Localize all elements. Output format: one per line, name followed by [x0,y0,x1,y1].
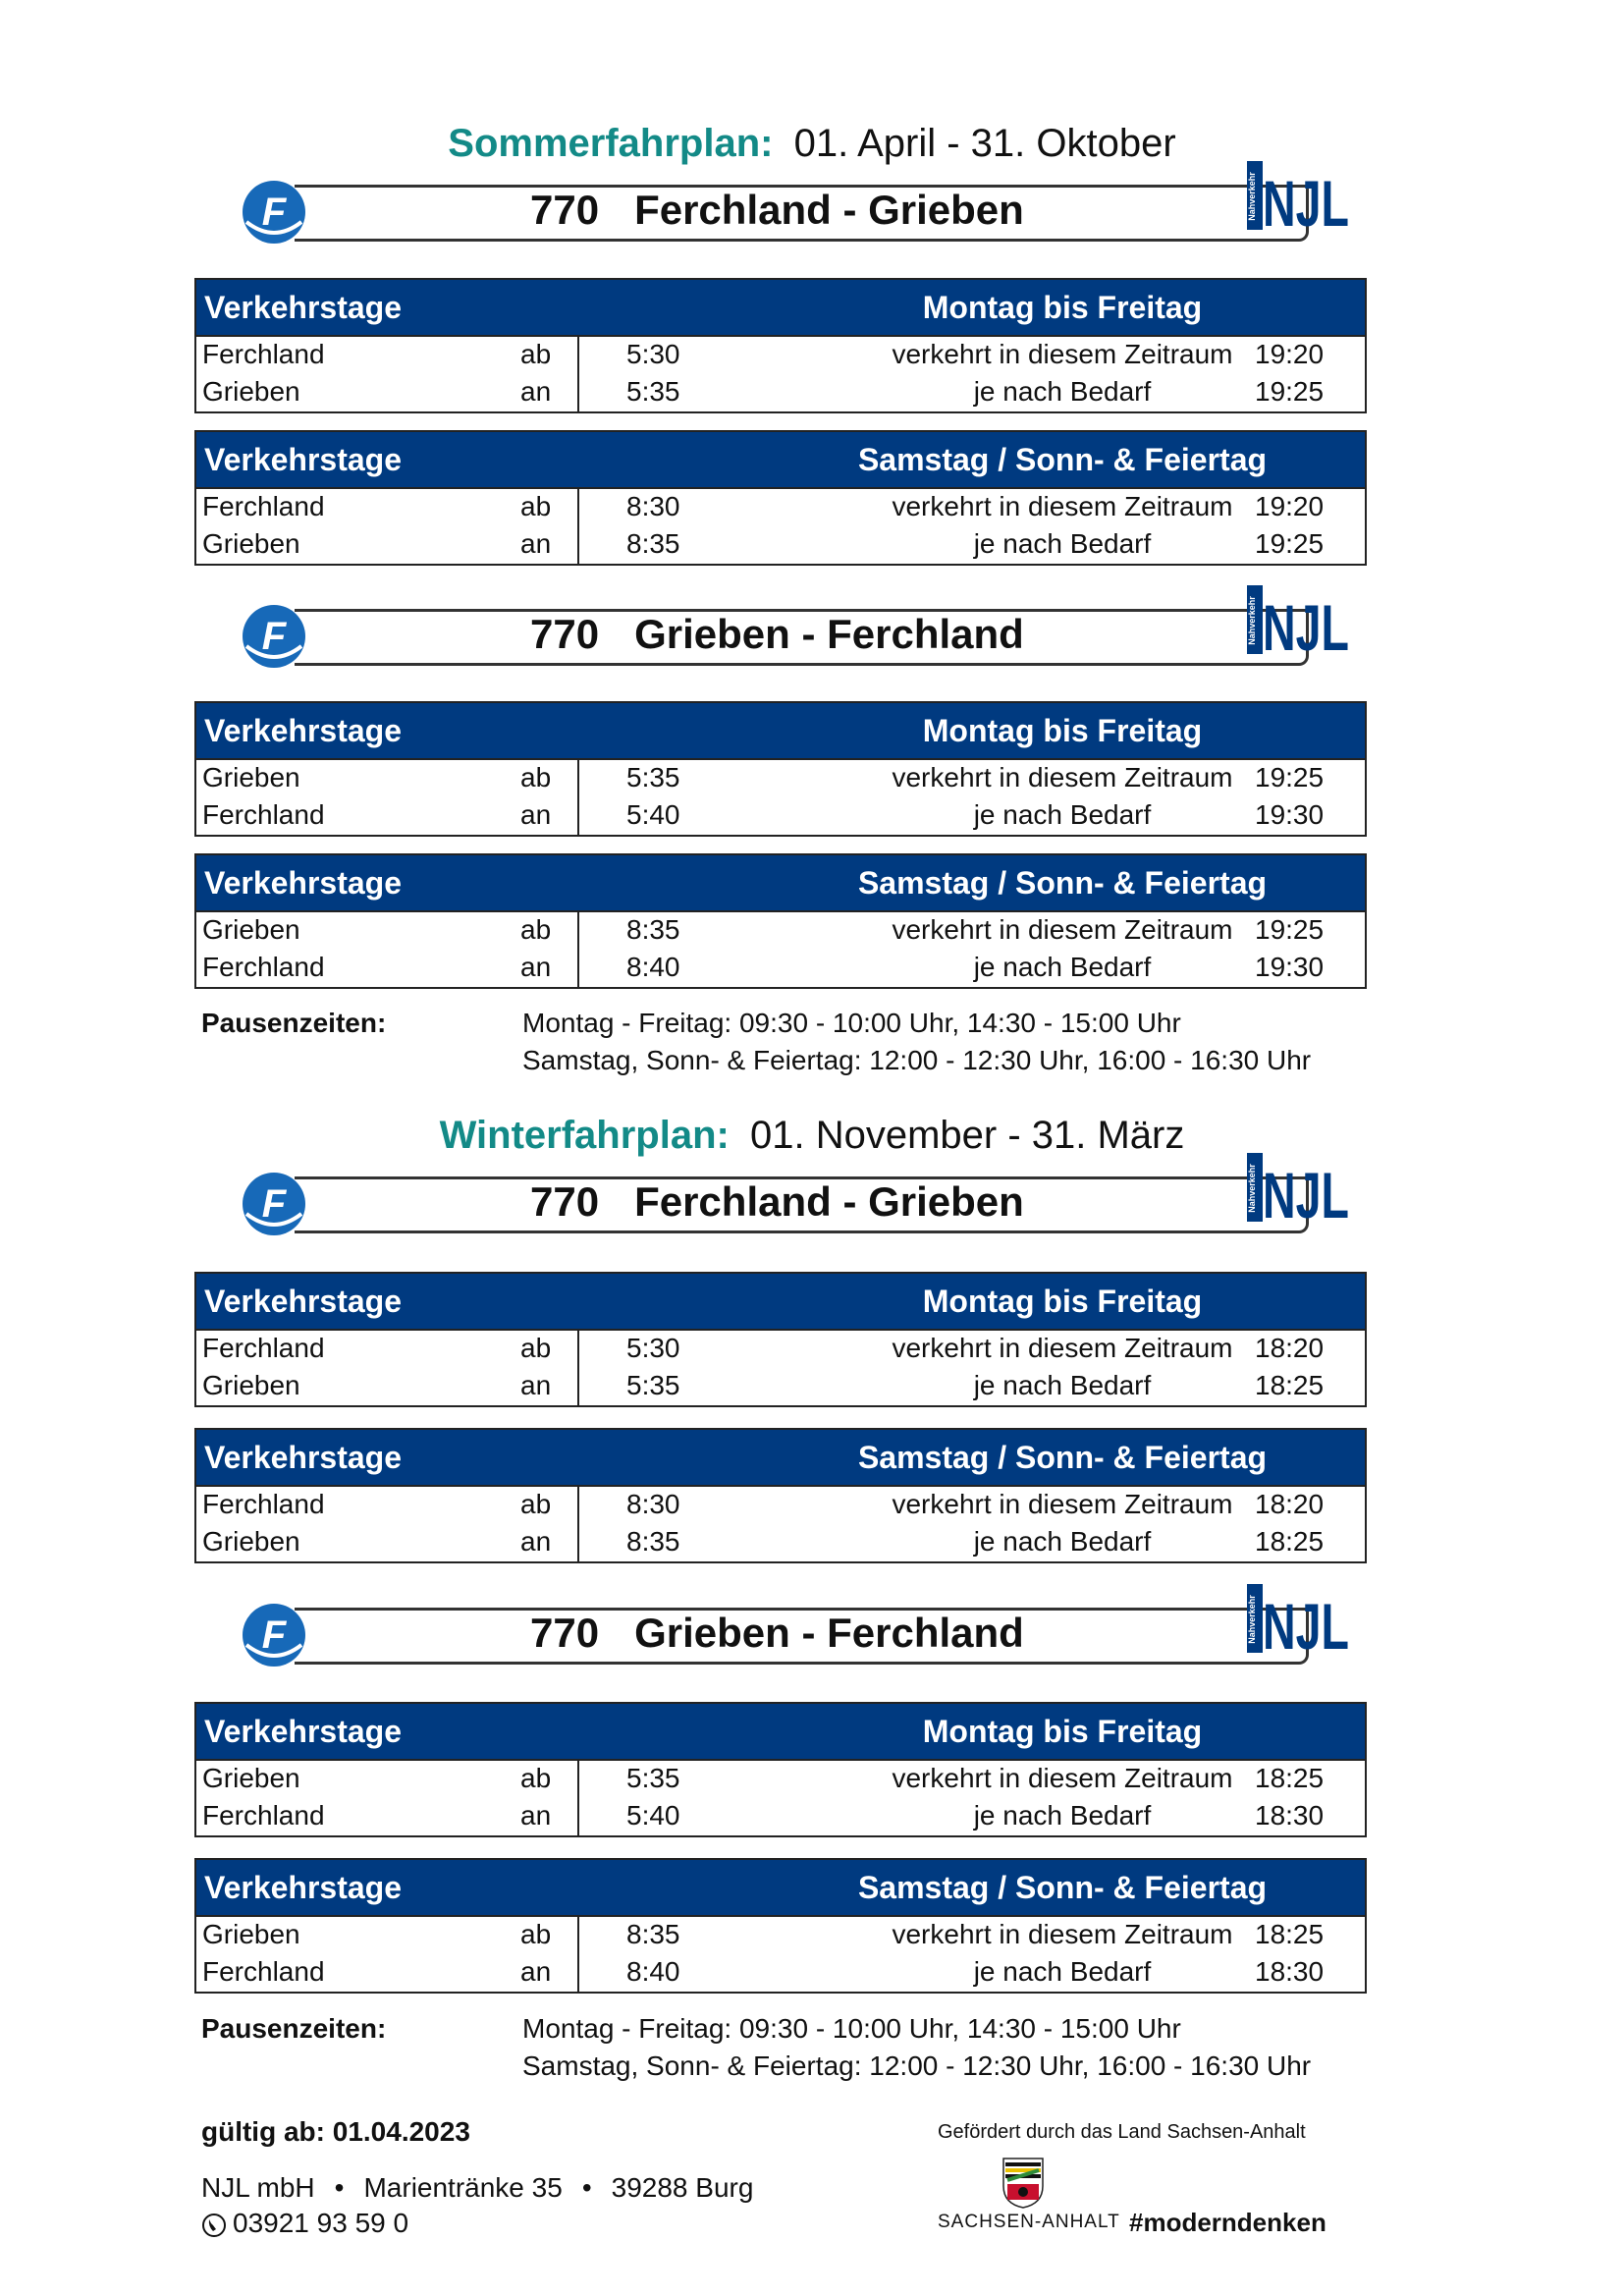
route-number: 770 [530,1610,600,1656]
last-time: 19:25 [1255,376,1325,407]
service-days: Samstag / Sonn- & Feiertag [857,1440,1268,1475]
svg-text:Nahverkehr: Nahverkehr [1247,1595,1257,1644]
svg-text:NJL: NJL [1263,1590,1349,1663]
first-time: 5:40 [626,799,680,830]
first-time: 8:35 [626,914,680,945]
service-note: verkehrt in diesem Zeitraum [892,339,1233,369]
direction: an [520,376,552,407]
state-name: SACHSEN-ANHALT [938,2212,1120,2232]
table-row [196,914,1365,952]
table-label: Verkehrstage [204,865,403,901]
winter-season-title [0,1114,1624,1158]
timetable-table [194,278,1367,413]
table-row [196,1489,1365,1526]
funding-note: Gefördert durch das Land Sachsen-Anhalt [938,2121,1306,2143]
table-label: Verkehrstage [204,290,403,325]
table-label: Verkehrstage [204,1714,403,1749]
service-note: je nach Bedarf [973,1526,1152,1557]
company-name: NJL mbH [201,2172,315,2203]
svg-text:F: F [261,615,287,658]
table-row [196,376,1365,413]
stop-name: Ferchland [202,1489,325,1519]
route-title [530,611,1024,658]
table-label: Verkehrstage [204,1440,403,1475]
company-address: NJL mbH • Marientränke 35 • 39288 Burg [201,2172,754,2203]
summer-season-title [0,122,1624,166]
service-note: je nach Bedarf [973,1370,1152,1400]
stop-name: Ferchland [202,1800,325,1831]
stop-name: Ferchland [202,799,325,830]
season-name: Winterfahrplan: [439,1114,730,1157]
table-label: Verkehrstage [204,1870,403,1905]
route-title [530,1610,1024,1657]
service-days: Samstag / Sonn- & Feiertag [857,865,1268,901]
stop-name: Grieben [202,914,300,945]
hashtag: #moderndenken [1129,2208,1326,2237]
table-row [196,762,1365,799]
pause-line: Samstag, Sonn- & Feiertag: 12:00 - 12:30 Uhr, 16:00 - 16:30 Uhr [522,1045,1312,1075]
service-note: je nach Bedarf [973,1956,1152,1987]
table-row [196,1526,1365,1563]
timetable-table [194,853,1367,989]
last-time: 19:20 [1255,339,1325,369]
stop-name: Ferchland [202,952,325,982]
phone-number: 03921 93 59 0 [233,2208,409,2238]
stop-name: Grieben [202,528,300,559]
service-note: je nach Bedarf [973,952,1152,982]
route-name: Ferchland - Grieben [634,187,1024,233]
direction: ab [520,1763,552,1793]
season-name: Sommerfahrplan: [448,122,774,165]
direction: ab [520,762,552,793]
last-time: 19:25 [1255,914,1325,945]
service-days: Montag bis Freitag [922,713,1203,748]
route-name: Ferchland - Grieben [634,1178,1024,1225]
service-note: verkehrt in diesem Zeitraum [892,1489,1233,1519]
service-note: je nach Bedarf [973,799,1152,830]
route-number: 770 [530,187,600,233]
f-bus-logo-icon [241,179,307,246]
table-label: Verkehrstage [204,442,403,477]
route-number: 770 [530,1178,600,1225]
stop-name: Ferchland [202,339,325,369]
last-time: 18:30 [1255,1956,1325,1987]
first-time: 8:40 [626,1956,680,1987]
timetable-table [194,701,1367,837]
service-note: je nach Bedarf [973,1800,1152,1831]
service-note: verkehrt in diesem Zeitraum [892,1333,1233,1363]
table-row [196,339,1365,376]
first-time: 5:40 [626,1800,680,1831]
route-header [236,591,1365,676]
first-time: 5:30 [626,1333,680,1363]
service-note: je nach Bedarf [973,376,1152,407]
direction: an [520,1370,552,1400]
valid-from: gültig ab: 01.04.2023 [201,2116,470,2147]
service-days: Montag bis Freitag [922,1714,1203,1749]
direction: ab [520,1333,552,1363]
f-bus-logo-icon [241,603,307,670]
timetable-table [194,1702,1367,1837]
service-note: verkehrt in diesem Zeitraum [892,762,1233,793]
svg-text:NJL: NJL [1263,591,1349,664]
last-time: 19:20 [1255,491,1325,521]
service-note: verkehrt in diesem Zeitraum [892,914,1233,945]
svg-text:F: F [261,191,287,234]
timetable-table [194,1428,1367,1563]
route-name: Grieben - Ferchland [634,1610,1024,1656]
stop-name: Grieben [202,1919,300,1949]
last-time: 18:25 [1255,1370,1325,1400]
first-time: 5:35 [626,762,680,793]
table-row [196,1919,1365,1956]
svg-text:Nahverkehr: Nahverkehr [1247,1164,1257,1213]
direction: an [520,1526,552,1557]
route-number: 770 [530,611,600,657]
last-time: 18:25 [1255,1763,1325,1793]
route-name: Grieben - Ferchland [634,611,1024,657]
last-time: 19:25 [1255,762,1325,793]
last-time: 18:25 [1255,1919,1325,1949]
table-row [196,952,1365,989]
first-time: 8:30 [626,1489,680,1519]
njl-logo-icon [1247,161,1350,240]
last-time: 18:20 [1255,1489,1325,1519]
route-title [530,187,1024,234]
first-time: 8:35 [626,528,680,559]
table-label: Verkehrstage [204,713,403,748]
service-note: verkehrt in diesem Zeitraum [892,1763,1233,1793]
svg-text:F: F [261,1182,287,1226]
direction: ab [520,1919,552,1949]
pause-line: Montag - Freitag: 09:30 - 10:00 Uhr, 14:30 - 15:00 Uhr [522,1008,1181,1038]
route-header [236,167,1365,251]
svg-text:Nahverkehr: Nahverkehr [1247,172,1257,221]
stop-name: Ferchland [202,1956,325,1987]
stop-name: Grieben [202,1763,300,1793]
last-time: 18:20 [1255,1333,1325,1363]
timetable-table [194,1272,1367,1407]
route-header [236,1590,1365,1674]
last-time: 19:30 [1255,952,1325,982]
route-header [236,1159,1365,1243]
pause-line: Montag - Freitag: 09:30 - 10:00 Uhr, 14:30 - 15:00 Uhr [522,2013,1181,2044]
service-note: verkehrt in diesem Zeitraum [892,491,1233,521]
last-time: 19:30 [1255,799,1325,830]
service-days: Samstag / Sonn- & Feiertag [857,442,1268,477]
first-time: 8:30 [626,491,680,521]
table-row [196,491,1365,528]
season-range: 01. November - 31. März [749,1114,1185,1157]
route-title [530,1178,1024,1226]
first-time: 5:35 [626,1370,680,1400]
njl-logo-icon [1247,585,1350,664]
first-time: 8:35 [626,1919,680,1949]
stop-name: Ferchland [202,1333,325,1363]
coat-of-arms-icon [1001,2157,1045,2210]
service-days: Montag bis Freitag [922,1284,1203,1319]
city: 39288 Burg [611,2172,754,2203]
first-time: 5:35 [626,376,680,407]
table-row [196,528,1365,566]
table-row [196,1763,1365,1800]
direction: ab [520,491,552,521]
direction: an [520,528,552,559]
service-days: Montag bis Freitag [922,290,1203,325]
first-time: 5:35 [626,1763,680,1793]
f-bus-logo-icon [241,1602,307,1668]
direction: an [520,1956,552,1987]
timetable-table [194,1858,1367,1994]
first-time: 5:30 [626,339,680,369]
direction: ab [520,914,552,945]
table-label: Verkehrstage [204,1284,403,1319]
direction: ab [520,339,552,369]
direction: ab [520,1489,552,1519]
stop-name: Grieben [202,1526,300,1557]
phone-icon [201,2213,227,2238]
stop-name: Ferchland [202,491,325,521]
direction: an [520,799,552,830]
stop-name: Grieben [202,1370,300,1400]
service-note: verkehrt in diesem Zeitraum [892,1919,1233,1949]
table-row [196,1956,1365,1994]
street: Marientränke 35 [363,2172,563,2203]
svg-text:Nahverkehr: Nahverkehr [1247,596,1257,645]
direction: an [520,1800,552,1831]
f-bus-logo-icon [241,1171,307,1237]
company-phone [201,2208,408,2239]
svg-text:NJL: NJL [1263,167,1349,240]
njl-logo-icon [1247,1584,1350,1663]
first-time: 8:35 [626,1526,680,1557]
first-time: 8:40 [626,952,680,982]
direction: an [520,952,552,982]
season-range: 01. April - 31. Oktober [793,122,1176,165]
table-row [196,1800,1365,1837]
pause-label: Pausenzeiten: [201,1008,387,1038]
stop-name: Grieben [202,376,300,407]
last-time: 19:25 [1255,528,1325,559]
last-time: 18:30 [1255,1800,1325,1831]
stop-name: Grieben [202,762,300,793]
table-row [196,1370,1365,1407]
timetable-table [194,430,1367,566]
table-row [196,1333,1365,1370]
njl-logo-icon [1247,1153,1350,1231]
pause-line: Samstag, Sonn- & Feiertag: 12:00 - 12:30 Uhr, 16:00 - 16:30 Uhr [522,2050,1312,2081]
last-time: 18:25 [1255,1526,1325,1557]
service-note: je nach Bedarf [973,528,1152,559]
svg-text:F: F [261,1613,287,1657]
service-days: Samstag / Sonn- & Feiertag [857,1870,1268,1905]
svg-text:NJL: NJL [1263,1159,1349,1231]
table-row [196,799,1365,837]
pause-label: Pausenzeiten: [201,2013,387,2044]
